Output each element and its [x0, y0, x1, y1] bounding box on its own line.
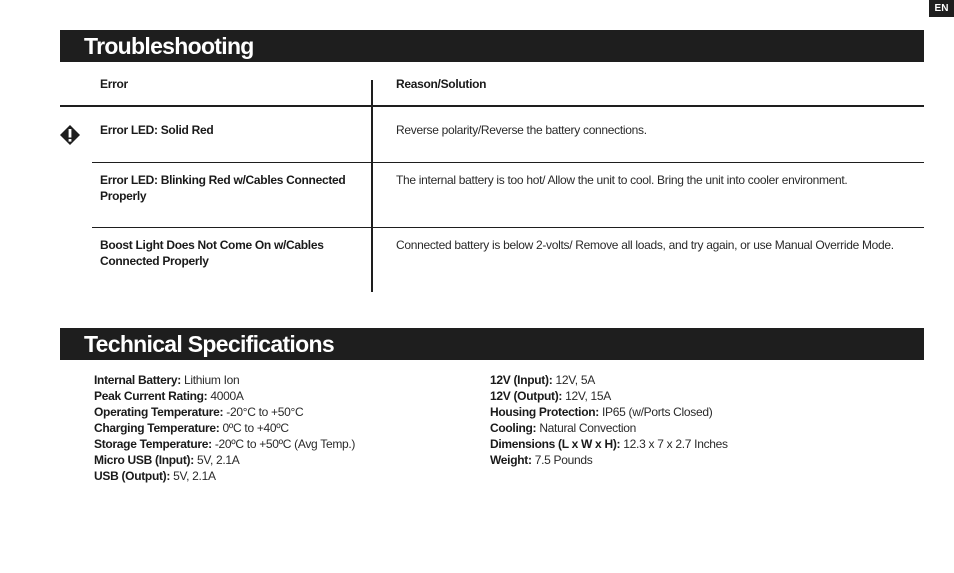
- spec-value: 12V, 5A: [555, 373, 595, 387]
- spec-value: IP65 (w/Ports Closed): [602, 405, 713, 419]
- table-row-error: Boost Light Does Not Come On w/Cables Connected Properly: [100, 238, 324, 268]
- table-row-error: Error LED: Solid Red: [100, 123, 214, 137]
- spec-item: [94, 436, 355, 452]
- spec-value: 0ºC to +40ºC: [222, 421, 289, 435]
- spec-value: 5V, 2.1A: [196, 453, 240, 467]
- spec-label: Weight:: [490, 453, 532, 467]
- specs-left-column: [94, 372, 355, 484]
- spec-label: Storage Temperature:: [94, 437, 212, 451]
- spec-label: USB (Output):: [94, 469, 171, 483]
- spec-value: 7.5 Pounds: [534, 453, 593, 467]
- language-badge-label: EN: [934, 3, 949, 14]
- specifications-header: [60, 328, 924, 360]
- spec-value: 12.3 x 7 x 2.7 Inches: [623, 437, 728, 451]
- specifications-title: Technical Specifications: [84, 331, 334, 357]
- spec-value: 5V, 2.1A: [173, 469, 216, 483]
- language-badge: [929, 0, 954, 17]
- warning-icon: [59, 124, 81, 146]
- spec-value: -20ºC to +50ºC (Avg Temp.): [214, 437, 356, 451]
- spec-value: Lithium Ion: [183, 373, 240, 387]
- spec-item: [94, 404, 355, 420]
- spec-label: Cooling:: [490, 421, 537, 435]
- spec-label: Operating Temperature:: [94, 405, 224, 419]
- table-row-divider: [92, 227, 924, 228]
- table-header-divider: [60, 105, 924, 107]
- spec-label: Charging Temperature:: [94, 421, 220, 435]
- spec-value: 4000A: [210, 389, 244, 403]
- spec-item: [490, 420, 728, 436]
- spec-label: Housing Protection:: [490, 405, 599, 419]
- spec-item: [94, 420, 355, 436]
- spec-value: Natural Convection: [539, 421, 636, 435]
- table-row-error: Error LED: Blinking Red w/Cables Connected Properly: [100, 173, 346, 203]
- spec-item: [490, 404, 728, 420]
- table-row-solution: Reverse polarity/Reverse the battery connections.: [396, 123, 647, 137]
- table-row-divider: [92, 162, 924, 163]
- spec-item: [490, 452, 728, 468]
- spec-label: Dimensions (L x W x H):: [490, 437, 621, 451]
- troubleshooting-title: Troubleshooting: [84, 33, 254, 59]
- spec-item: [490, 388, 728, 404]
- spec-item: [94, 372, 355, 388]
- spec-label: Internal Battery:: [94, 373, 181, 387]
- spec-label: Micro USB (Input):: [94, 453, 194, 467]
- spec-value: -20°C to +50°C: [226, 405, 304, 419]
- column-header-reason: Reason/Solution: [396, 77, 487, 91]
- spec-label: Peak Current Rating:: [94, 389, 208, 403]
- table-column-divider: [371, 80, 373, 292]
- column-header-error: Error: [100, 77, 128, 91]
- specs-right-column: [490, 372, 728, 468]
- table-row-solution: Connected battery is below 2-volts/ Remove all loads, and try again, or use Manual Override Mode.: [396, 238, 894, 252]
- spec-label: 12V (Output):: [490, 389, 563, 403]
- spec-label: 12V (Input):: [490, 373, 553, 387]
- spec-item: [490, 436, 728, 452]
- spec-value: 12V, 15A: [565, 389, 612, 403]
- spec-item: [94, 388, 355, 404]
- troubleshooting-header: [60, 30, 924, 62]
- spec-item: [490, 372, 728, 388]
- spec-item: [94, 468, 355, 484]
- table-row-solution: The internal battery is too hot/ Allow the unit to cool. Bring the unit into cooler environment.: [396, 173, 848, 187]
- spec-item: [94, 452, 355, 468]
